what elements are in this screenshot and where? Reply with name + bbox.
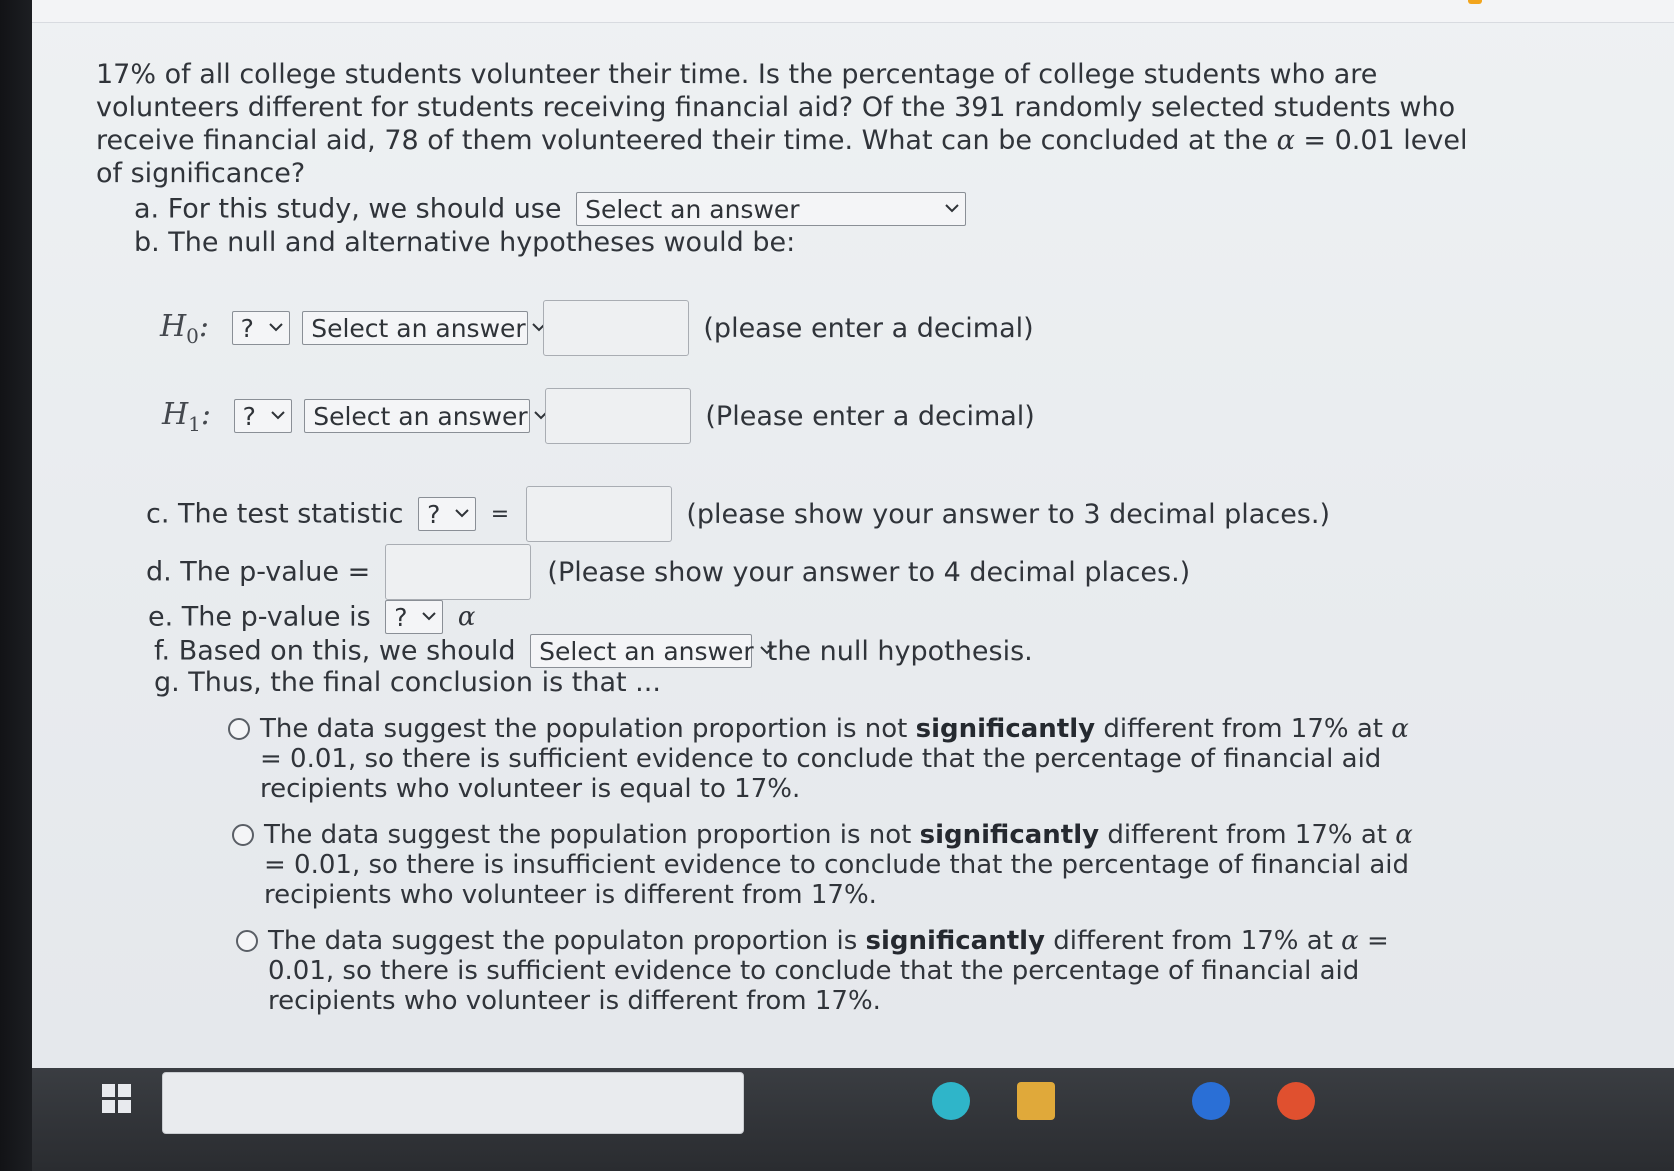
question-part-2: = 0.01 level of significance? [96,125,1468,189]
part-f-suffix: the null hypothesis. [766,635,1033,667]
h0-parameter-value: Select an answer [311,313,526,343]
decision-select-value: Select an answer [539,636,754,666]
alpha-symbol: α [1395,820,1413,850]
h0-operator-value: ? [240,313,254,343]
conclusion-option-2[interactable] [232,820,1432,910]
option-text-bold: significantly [865,926,1045,956]
h0-symbol: H [160,308,187,344]
app-icon[interactable] [1192,1082,1230,1120]
option-text-mid: different from 17% at [1045,926,1342,956]
h0-operator-select[interactable] [232,311,290,345]
h1-parameter-value: Select an answer [313,401,528,431]
alpha-symbol: α [1276,125,1295,156]
part-c-label: c. The test statistic [146,498,404,530]
h1-operator-select[interactable] [234,399,292,433]
h1-symbol: H [162,396,189,432]
h1-row [162,388,1035,444]
h0-row [160,300,1034,356]
chevron-down-icon [534,410,546,422]
test-statistic-type-value: ? [427,499,441,529]
conclusion-option-2-text [264,820,1432,910]
h1-hint: (Please enter a decimal) [705,400,1035,432]
part-g [154,666,661,698]
part-d-hint: (Please show your answer to 4 decimal places.) [547,556,1191,588]
h1-operator-value: ? [242,401,256,431]
folder-icon[interactable] [1017,1082,1055,1120]
h0-parameter-select[interactable] [302,311,528,345]
h0-label [160,308,210,348]
part-d [146,544,1190,600]
question-part-1: 17% of all college students volunteer their time. Is the percentage of college students who are volunteers different for students receiving financial aid? Of the 391 randomly selected students who receive financial aid, 78 of them volunteered their time. What can be concluded at the [96,59,1456,156]
top-strip [32,0,1674,23]
windows-logo-icon[interactable] [102,1084,132,1114]
part-g-label: g. Thus, the final conclusion is that ... [154,667,661,698]
radio-icon[interactable] [232,824,254,846]
part-d-label: d. The p-value = [146,556,371,588]
option-text-bold: significantly [919,820,1100,850]
study-type-select-value: Select an answer [585,194,800,224]
option-text-post: = 0.01, so there is insufficient evidence to conclude that the percentage of financial aid recipients who volunteer is different from 17%. [264,850,1410,910]
option-text-mid: different from 17% at [1095,714,1392,744]
h1-parameter-select[interactable] [304,399,530,433]
equals-sign: = [490,501,510,527]
taskbar-search-box[interactable] [162,1072,744,1134]
taskbar [32,1068,1674,1171]
radio-icon[interactable] [228,718,250,740]
part-e [148,600,475,634]
chrome-icon[interactable] [1277,1082,1315,1120]
study-type-select[interactable] [576,192,966,226]
p-value-comparison-value: ? [394,602,408,632]
chevron-down-icon [271,410,283,422]
conclusion-option-3[interactable] [236,926,1436,1016]
part-c [146,486,1330,542]
scroll-marker [1468,0,1482,4]
chevron-down-icon [455,508,467,520]
option-text-pre: The data suggest the population proportion is not [260,714,916,744]
h0-value-input[interactable] [543,300,689,356]
part-b [134,226,795,258]
h1-value-input[interactable] [545,388,691,444]
chevron-down-icon [269,322,281,334]
h1-colon: : [200,396,212,432]
alpha-symbol: α [1341,926,1359,956]
h0-hint: (please enter a decimal) [703,312,1034,344]
part-b-label: b. The null and alternative hypotheses would be: [134,227,796,258]
test-statistic-type-select[interactable] [418,497,476,531]
part-f-label: f. Based on this, we should [154,635,516,667]
test-statistic-input[interactable] [526,486,672,542]
conclusion-option-1-text [260,714,1428,804]
part-c-hint: (please show your answer to 3 decimal places.) [686,498,1330,530]
part-a-label: a. For this study, we should use [134,193,562,225]
p-value-comparison-select[interactable] [385,600,443,634]
conclusion-option-3-text [268,926,1436,1016]
question-text [96,58,1476,190]
h1-label [162,396,212,436]
option-text-bold: significantly [915,714,1096,744]
option-text-mid: different from 17% at [1099,820,1396,850]
conclusion-option-1[interactable] [228,714,1428,804]
chevron-down-icon [532,322,544,334]
option-text-post: = 0.01, so there is sufficient evidence to conclude that the percentage of financial aid recipients who volunteer is different from 17%. [268,926,1389,1016]
chevron-down-icon [422,611,434,623]
chevron-down-icon [945,203,957,215]
part-a [134,192,966,226]
h1-subscript: 1 [188,411,201,436]
alpha-symbol: α [457,601,476,632]
option-text-pre: The data suggest the population proportion is not [264,820,920,850]
h0-subscript: 0 [186,323,199,348]
part-f [154,634,1033,668]
radio-icon[interactable] [236,930,258,952]
option-text-post: = 0.01, so there is sufficient evidence to conclude that the percentage of financial aid recipients who volunteer is equal to 17%. [260,744,1382,804]
decision-select[interactable] [530,634,752,668]
alpha-symbol: α [1391,714,1409,744]
edge-icon[interactable] [932,1082,970,1120]
browser-content [32,0,1674,1171]
option-text-pre: The data suggest the populaton proportion is [268,926,866,956]
part-e-label: e. The p-value is [148,601,371,633]
h0-colon: : [198,308,210,344]
p-value-input[interactable] [385,544,531,600]
